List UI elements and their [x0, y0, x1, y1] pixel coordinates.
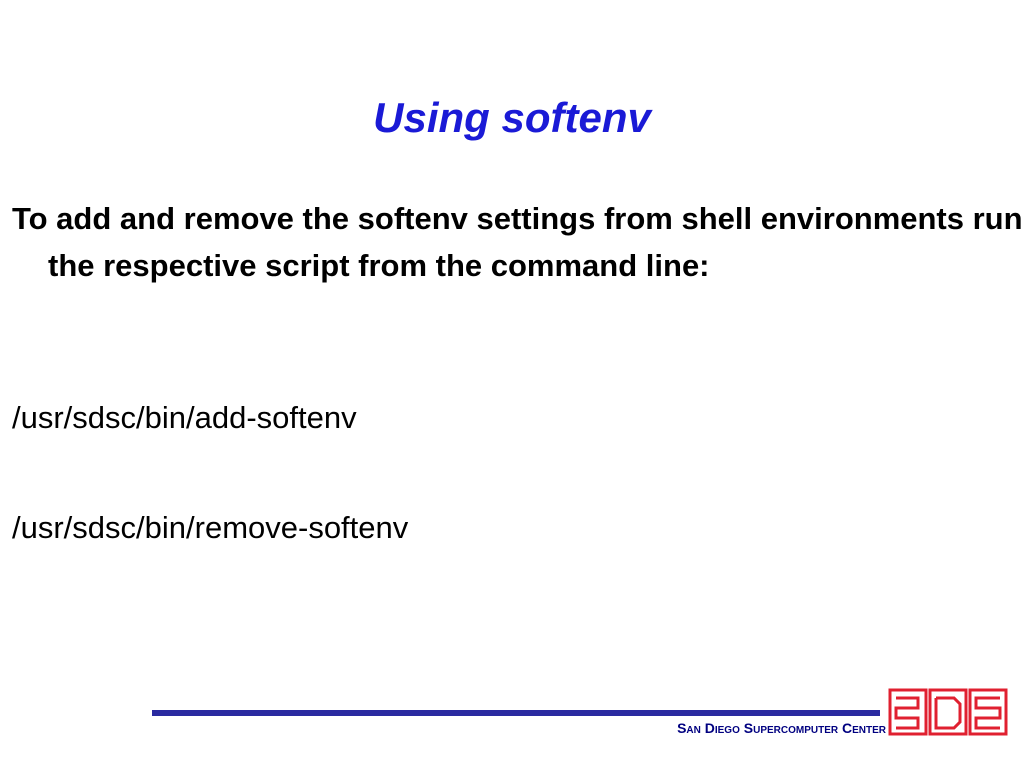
- footer-organization: San Diego Supercomputer Center: [677, 720, 886, 736]
- command-remove-softenv: /usr/sdsc/bin/remove-softenv: [12, 510, 409, 545]
- command-add-softenv: /usr/sdsc/bin/add-softenv: [12, 400, 357, 435]
- bullet-text: To add and remove the softenv settings from shell environments run the respective script from the command line:: [12, 201, 1023, 283]
- sdsc-logo: [888, 688, 1008, 736]
- slide-title: Using softenv: [373, 94, 651, 141]
- footer-divider: [152, 710, 880, 716]
